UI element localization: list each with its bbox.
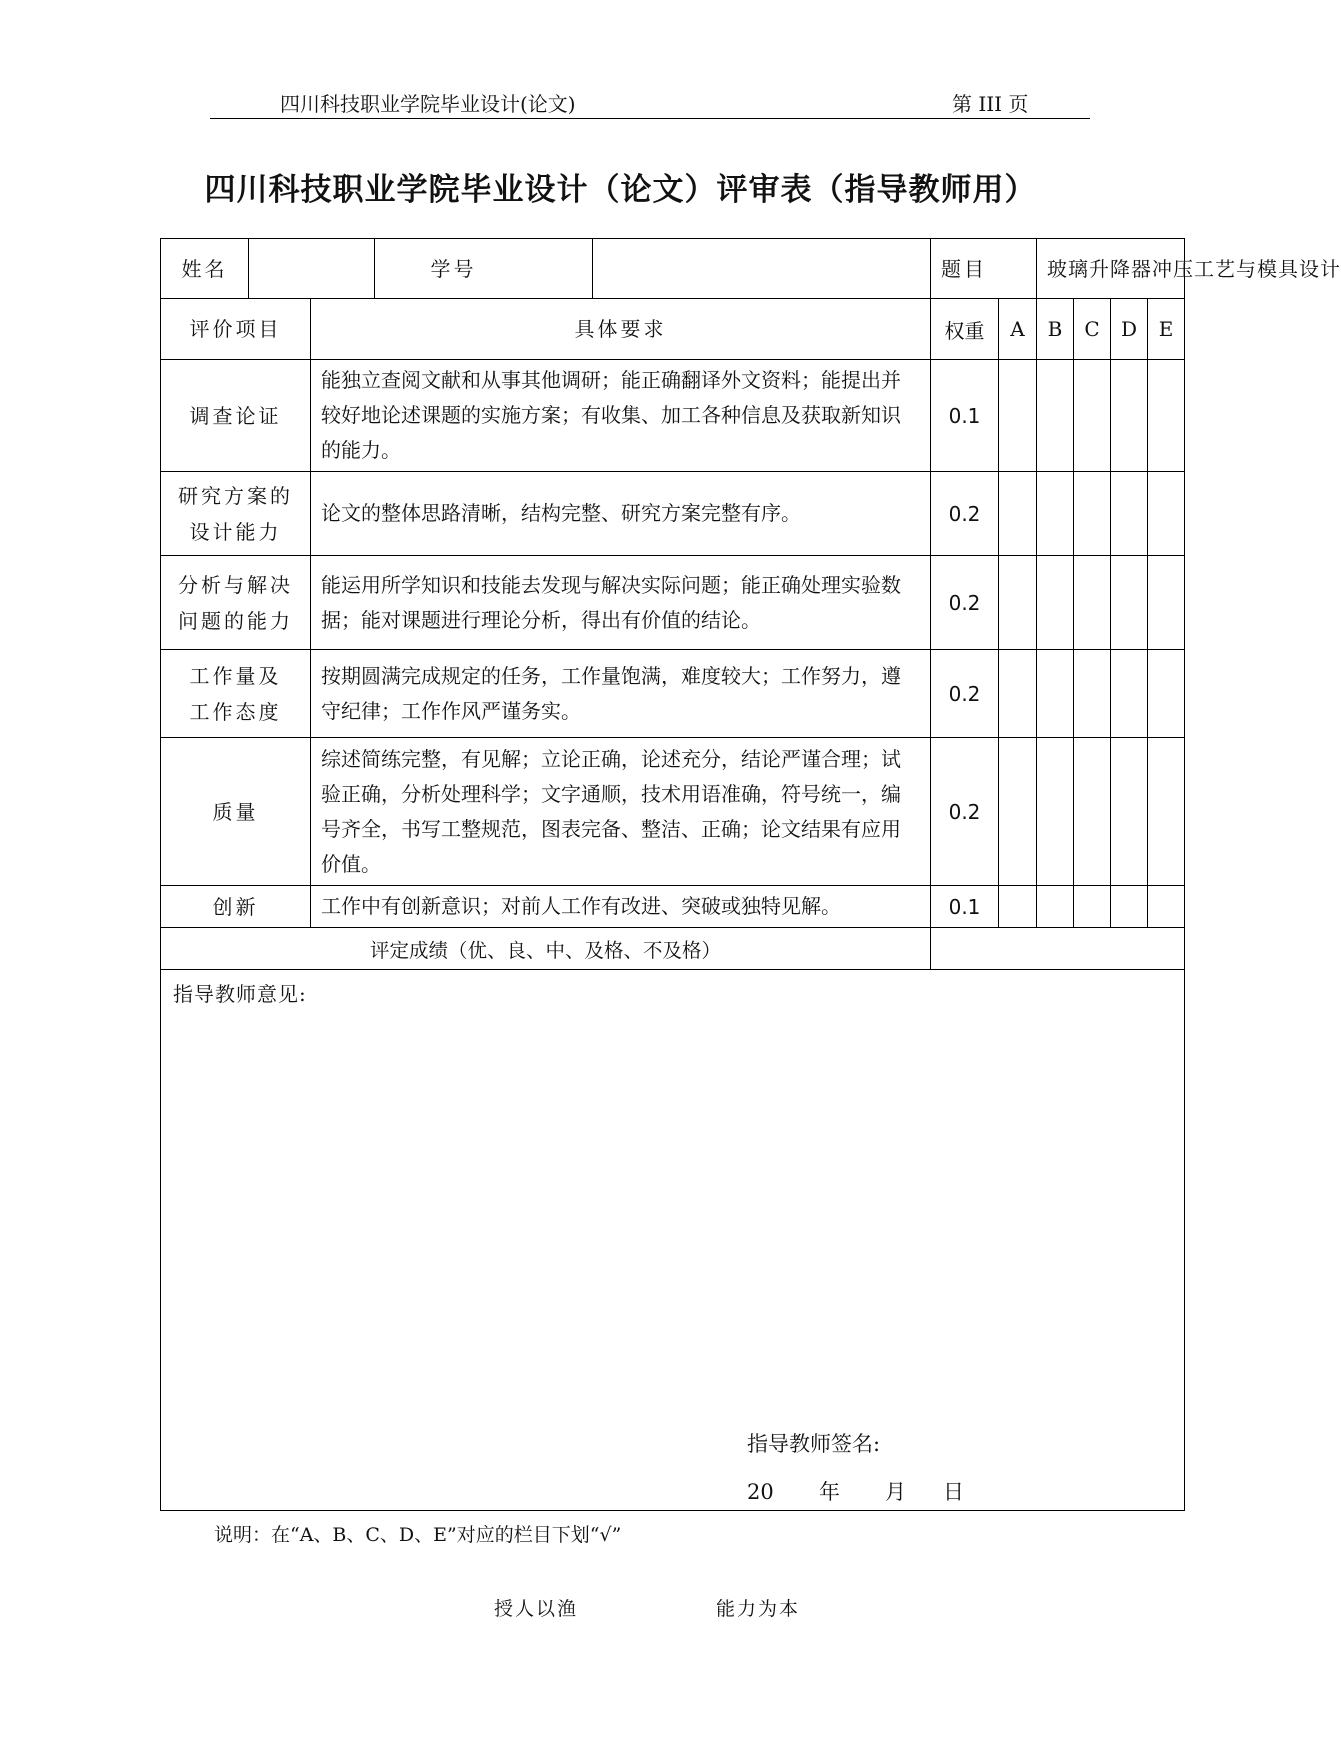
topic-label: 题目 (931, 239, 1037, 299)
date-year: 年 (819, 1480, 840, 1504)
grade-c-cell[interactable] (1074, 556, 1111, 650)
criteria-item: 创新 (161, 886, 311, 928)
criteria-requirement: 能独立查阅文献和从事其他调研；能正确翻译外文资料；能提出并较好地论述课题的实施方案；有收集、加工各种信息及获取新知识的能力。 (311, 360, 931, 472)
criteria-requirement: 综述简练完整，有见解；立论正确，论述充分，结论严谨合理；试验正确，分析处理科学；文字通顺，技术用语准确，符号统一，编号齐全，书写工整规范，图表完备、整洁、正确；论文结果有应用价值。 (311, 738, 931, 886)
grade-e-cell[interactable] (1148, 472, 1185, 556)
column-header-row (161, 299, 1185, 360)
criteria-row (161, 472, 1185, 556)
grade-a-header: A (999, 299, 1037, 360)
criteria-weight: 0.2 (931, 650, 999, 738)
grade-e-cell[interactable] (1148, 650, 1185, 738)
criteria-item: 调查论证 (161, 360, 311, 472)
grade-d-cell[interactable] (1111, 738, 1148, 886)
opinion-label: 指导教师意见: (173, 982, 307, 1006)
grade-b-header: B (1037, 299, 1074, 360)
criteria-item: 工作量及工作态度 (161, 650, 311, 738)
name-label: 姓名 (161, 239, 249, 299)
grade-b-cell[interactable] (1037, 556, 1074, 650)
grade-e-header: E (1148, 299, 1185, 360)
grade-b-cell[interactable] (1037, 472, 1074, 556)
student-id-label: 学号 (375, 239, 593, 299)
result-field[interactable] (931, 928, 1185, 970)
grade-a-cell[interactable] (999, 886, 1037, 928)
criteria-weight: 0.2 (931, 556, 999, 650)
grade-a-cell[interactable] (999, 360, 1037, 472)
criteria-item: 质量 (161, 738, 311, 886)
item-column-header: 评价项目 (161, 299, 311, 360)
grade-e-cell[interactable] (1148, 360, 1185, 472)
date-line (747, 1476, 964, 1506)
grade-e-cell[interactable] (1148, 556, 1185, 650)
criteria-row (161, 360, 1185, 472)
criteria-requirement: 按期圆满完成规定的任务，工作量饱满，难度较大；工作努力，遵守纪律；工作作风严谨务实。 (311, 650, 931, 738)
grade-d-header: D (1111, 299, 1148, 360)
result-label: 评定成绩（优、良、中、及格、不及格） (161, 928, 931, 970)
grade-c-cell[interactable] (1074, 886, 1111, 928)
grade-a-cell[interactable] (999, 472, 1037, 556)
header-title: 四川科技职业学院毕业设计(论文) (280, 92, 576, 116)
grade-d-cell[interactable] (1111, 556, 1148, 650)
criteria-weight: 0.2 (931, 738, 999, 886)
grade-b-cell[interactable] (1037, 650, 1074, 738)
criteria-item: 分析与解决问题的能力 (161, 556, 311, 650)
grade-a-cell[interactable] (999, 556, 1037, 650)
weight-column-header: 权重 (931, 299, 999, 360)
criteria-weight: 0.1 (931, 886, 999, 928)
criteria-row (161, 886, 1185, 928)
criteria-row (161, 738, 1185, 886)
motto-left: 授人以渔 (494, 1598, 579, 1620)
grade-c-cell[interactable] (1074, 472, 1111, 556)
criteria-requirement: 能运用所学知识和技能去发现与解决实际问题；能正确处理实验数据；能对课题进行理论分析，得出有价值的结论。 (311, 556, 931, 650)
opinion-box[interactable] (161, 970, 1185, 1511)
student-id-field[interactable] (593, 239, 931, 299)
grade-c-cell[interactable] (1074, 738, 1111, 886)
criteria-row (161, 556, 1185, 650)
page-number: 第 III 页 (952, 92, 1029, 116)
instruction-note: 说明：在“A、B、C、D、E”对应的栏目下划“√” (214, 1524, 622, 1546)
grade-c-header: C (1074, 299, 1111, 360)
motto-right: 能力为本 (716, 1598, 801, 1620)
grade-c-cell[interactable] (1074, 360, 1111, 472)
requirement-column-header: 具体要求 (311, 299, 931, 360)
grade-e-cell[interactable] (1148, 738, 1185, 886)
date-prefix: 20 (747, 1480, 774, 1504)
criteria-row (161, 650, 1185, 738)
grade-b-cell[interactable] (1037, 886, 1074, 928)
grade-d-cell[interactable] (1111, 650, 1148, 738)
criteria-requirement: 工作中有创新意识；对前人工作有改进、突破或独特见解。 (311, 886, 931, 928)
grade-d-cell[interactable] (1111, 472, 1148, 556)
grade-d-cell[interactable] (1111, 886, 1148, 928)
name-field[interactable] (249, 239, 375, 299)
criteria-weight: 0.2 (931, 472, 999, 556)
grade-a-cell[interactable] (999, 650, 1037, 738)
criteria-requirement: 论文的整体思路清晰，结构完整、研究方案完整有序。 (311, 472, 931, 556)
date-day: 日 (943, 1480, 964, 1504)
result-row (161, 928, 1185, 970)
grade-c-cell[interactable] (1074, 650, 1111, 738)
grade-e-cell[interactable] (1148, 886, 1185, 928)
grade-b-cell[interactable] (1037, 738, 1074, 886)
form-title: 四川科技职业学院毕业设计（论文）评审表（指导教师用） (204, 172, 1037, 208)
date-month: 月 (885, 1480, 906, 1504)
opinion-row (161, 970, 1185, 1511)
topic-value: 玻璃升降器冲压工艺与模具设计 (1037, 239, 1185, 299)
signature-label: 指导教师签名: (747, 1432, 881, 1456)
review-table (160, 238, 1341, 1511)
grade-d-cell[interactable] (1111, 360, 1148, 472)
header-rule (210, 118, 1090, 119)
grade-b-cell[interactable] (1037, 360, 1074, 472)
grade-a-cell[interactable] (999, 738, 1037, 886)
criteria-item: 研究方案的设计能力 (161, 472, 311, 556)
info-row (161, 239, 1185, 299)
criteria-weight: 0.1 (931, 360, 999, 472)
